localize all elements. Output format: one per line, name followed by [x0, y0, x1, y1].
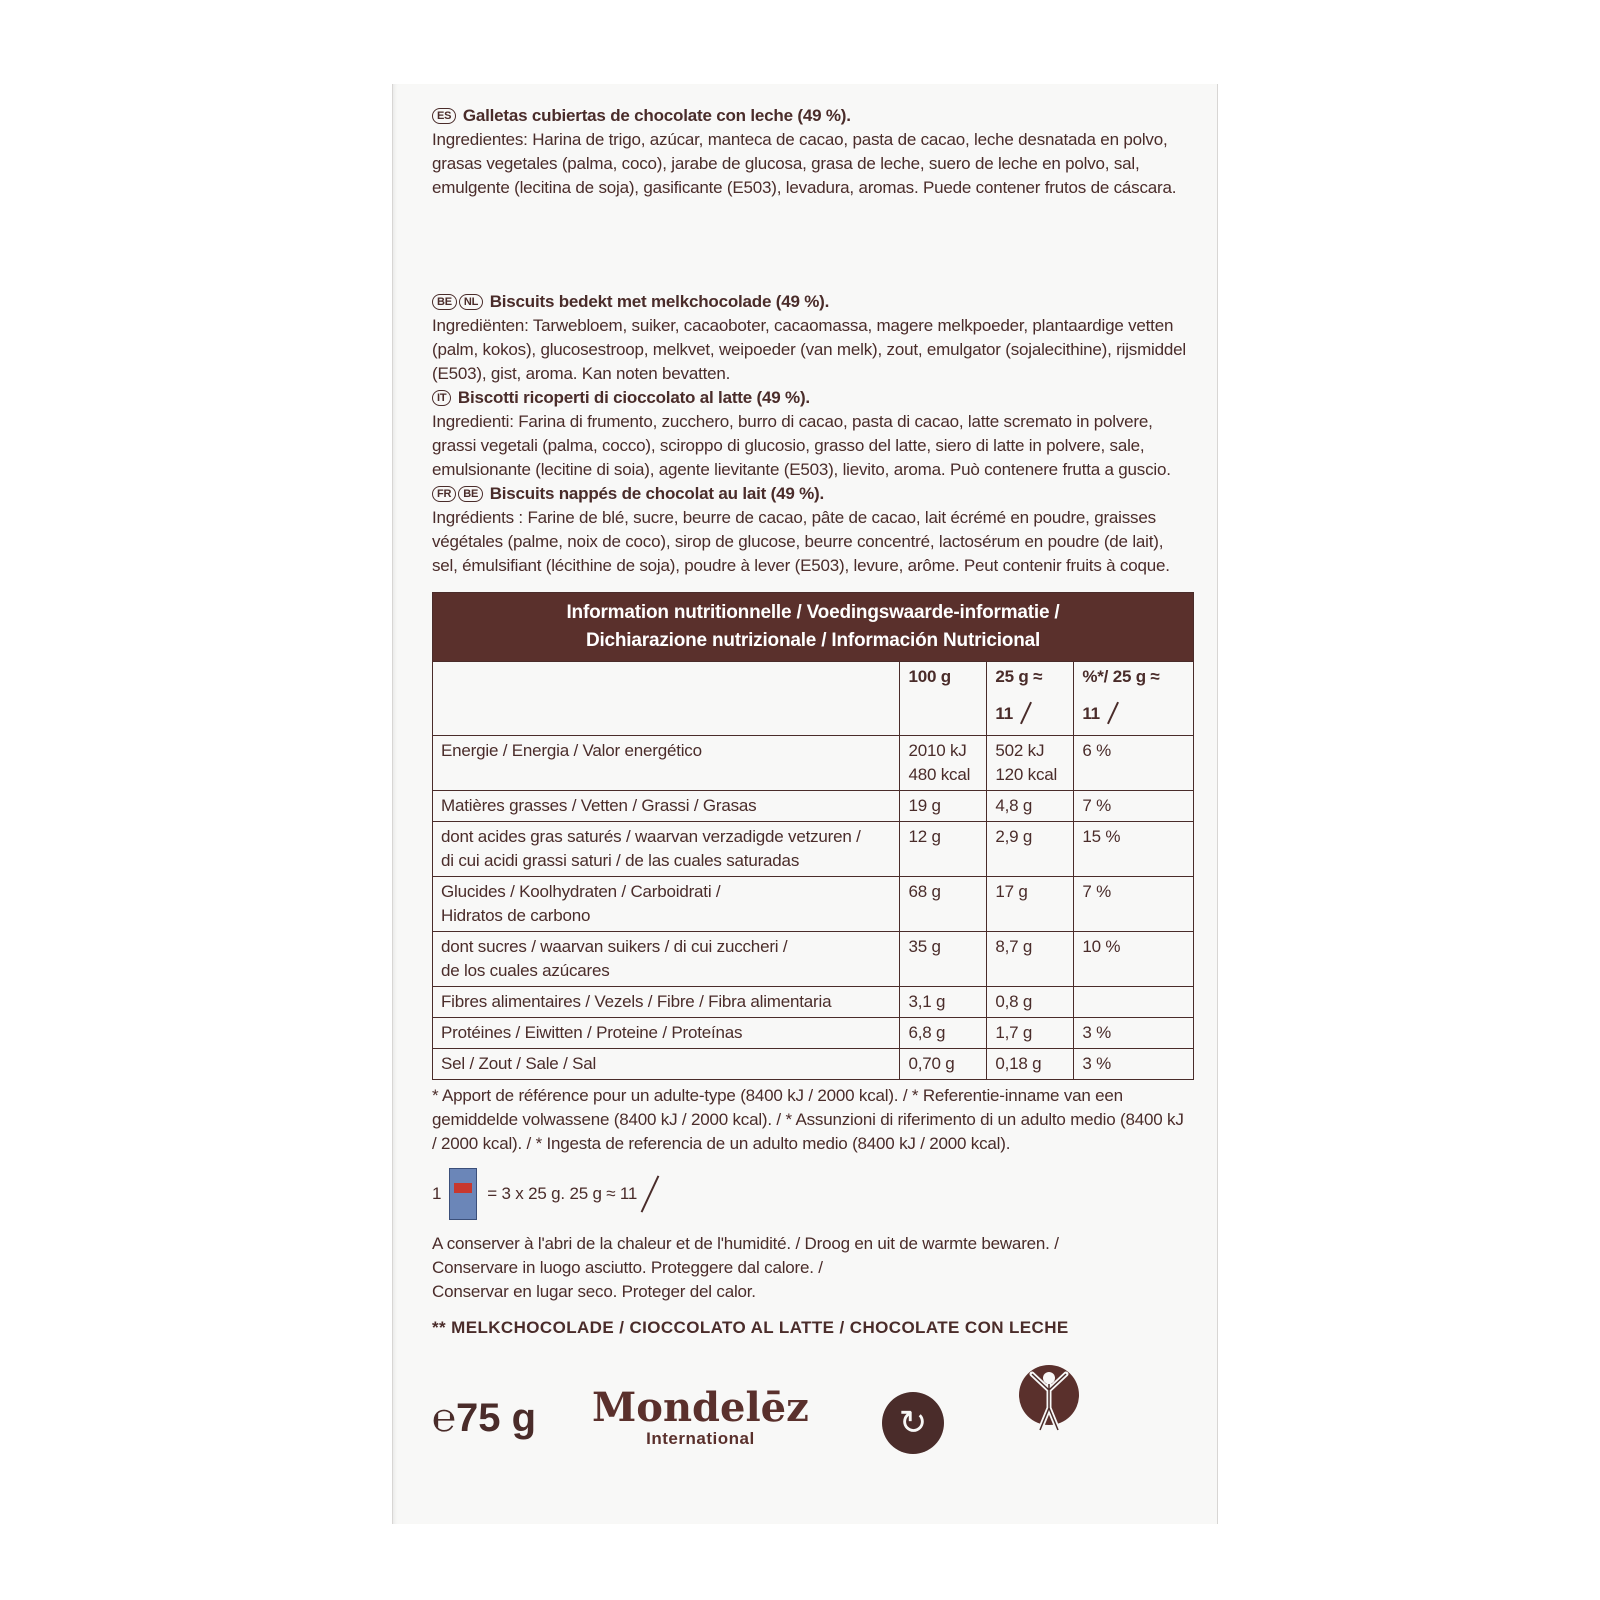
ingredients-it [432, 386, 1192, 482]
mikado-pack-icon [449, 1168, 477, 1220]
table-row: Fibres alimentaires / Vezels / Fibre / Fibra alimentaria 3,1 g 0,8 g [433, 987, 1194, 1018]
chocolate-note: ** MELKCHOCOLADE / CIOCCOLATO AL LATTE / CHOCOLATE CON LECHE [432, 1318, 1069, 1337]
table-row: Matières grasses / Vetten / Grassi / Grasas 19 g 4,8 g 7 % [433, 791, 1194, 822]
nutrition-heading-line2: Dichiarazione nutrizionale / Información Nutricional [585, 630, 1041, 651]
table-row: dont acides gras saturés / waarvan verzadigde vetzuren / di cui acidi grassi saturi / de las cuales saturadas 12 g 2,9 g 15 % [433, 822, 1194, 877]
ingredients-es-text: Ingredientes: Harina de trigo, azúcar, manteca de cacao, pasta de cacao, leche desnatada en polvo, grasas vegetales (palma, coco), jarabe de glucosa, grasa de leche, suero de leche en polvo, sal, emulgente (lecitina de soja), gasificante (E503), levadura, aromas. Puede contener frutos de cáscara. [432, 130, 1177, 197]
table-row: Protéines / Eiwitten / Proteine / Proteínas 6,8 g 1,7 g 3 % [433, 1018, 1194, 1049]
stick-icon [1107, 702, 1119, 725]
lang-badge-be: BE [432, 294, 457, 310]
stick-icon [641, 1175, 660, 1212]
stick-icon [1020, 702, 1032, 725]
lang-badge-es: ES [432, 108, 456, 124]
table-row: dont sucres / waarvan suikers / di cui zuccheri / de los cuales azúcares 35 g 8,7 g 10 % [433, 932, 1194, 987]
ingredients-es [432, 104, 1192, 200]
lang-badge-be-fr: BE [458, 486, 483, 502]
ingredients-nl-text: Ingrediënten: Tarwebloem, suiker, cacaoboter, cacaomassa, magere melkpoeder, plantaardige vetten (palm, kokos), glucosestroop, melkvet, weipoeder (van melk), zout, emulgator (sojalecithine), rijsmiddel (E503), gist, aroma. Kan noten bevatten. [432, 316, 1186, 383]
lang-badge-nl: NL [459, 294, 483, 310]
portion-text: = 3 x 25 g. 25 g ≈ 11 [487, 1184, 638, 1203]
storage-instructions: A conserver à l'abri de la chaleur et de l'humidité. / Droog en uit de warmte bewaren. / Conservare in luogo asciutto. Proteggere dal calore. / Conservar en lugar seco. Proteger del calor. [432, 1234, 1059, 1301]
table-row: Sel / Zout / Sale / Sal 0,70 g 0,18 g 3 % [433, 1049, 1194, 1080]
nutrition-heading-line1: Information nutritionnelle / Voedingswaarde-informatie / [566, 602, 1060, 623]
ingredients-fr-text: Ingrédients : Farine de blé, sucre, beurre de cacao, pâte de cacao, lait écrémé en poudre, graisses végétales (palme, noix de coco), sirop de glucose, beurre concentré, lactosérum en poudre (de lait), sel, émulsifiant (lécithine de soja), poudre à lever (E503), levure, arôme. Peut contenir fruits à coque. [432, 508, 1170, 575]
ingredients-nl [432, 290, 1192, 386]
portion-info [432, 1166, 1192, 1222]
col-per-100g: 100 g [900, 662, 987, 736]
bottom-logos [432, 1340, 1192, 1470]
ingredients-fr-title: Biscuits nappés de chocolat au lait (49 %). [489, 484, 825, 503]
green-dot-recycle-icon: ↻ [882, 1392, 944, 1454]
ingredients-it-text: Ingredienti: Farina di frumento, zucchero, burro di cacao, pasta di cacao, latte scremato in polvere, grassi vegetali (palma, cocco), sciroppo di glucosio, grasso del latte, siero di latte in polvere, sale, emulsionante (lecitine di soia), agente lievitante (E503), lievito, aroma. Può contenere frutta a guscio. [432, 412, 1171, 479]
ingredients-es-title: Galletas cubiertas de chocolate con leche (49 %). [462, 106, 851, 125]
col-per-portion: 25 g ≈ 11 [987, 662, 1074, 736]
mondelez-logo: Mondelēz International [592, 1384, 809, 1448]
net-weight: ℮75 g [432, 1396, 537, 1440]
ingredients-it-title: Biscotti ricoperti di cioccolato al latte (49 %). [457, 388, 810, 407]
label-content [432, 104, 1192, 1340]
portion-count: 1 [432, 1184, 442, 1203]
col-percent-ri: %*/ 25 g ≈ 11 [1074, 662, 1194, 736]
reference-intake-footnote: * Apport de référence pour un adulte-type (8400 kJ / 2000 kcal). / * Referentie-inname van een gemiddelde volwassene (8400 kJ / 2000 kcal). / * Assunzioni di riferimento di un adulto medio (8400 kJ / 2000 kcal). / * Ingesta de referencia de un adulto medio (8400 kJ / 2000 kcal). [432, 1086, 1184, 1153]
table-row: Glucides / Koolhydraten / Carboidrati / Hidratos de carbono 68 g 17 g 7 % [433, 877, 1194, 932]
header-empty-cell [433, 662, 900, 736]
lang-badge-fr: FR [432, 486, 456, 502]
nutrition-table [432, 592, 1194, 1080]
glico-runner-logo [994, 1340, 1104, 1450]
table-row: Energie / Energia / Valor energético 2010 kJ 480 kcal 502 kJ 120 kcal 6 % [433, 736, 1194, 791]
ingredients-fr [432, 482, 1192, 578]
lang-badge-it: IT [432, 390, 451, 406]
nutrition-heading [433, 593, 1194, 662]
ingredients-nl-title: Biscuits bedekt met melkchocolade (49 %). [489, 292, 830, 311]
